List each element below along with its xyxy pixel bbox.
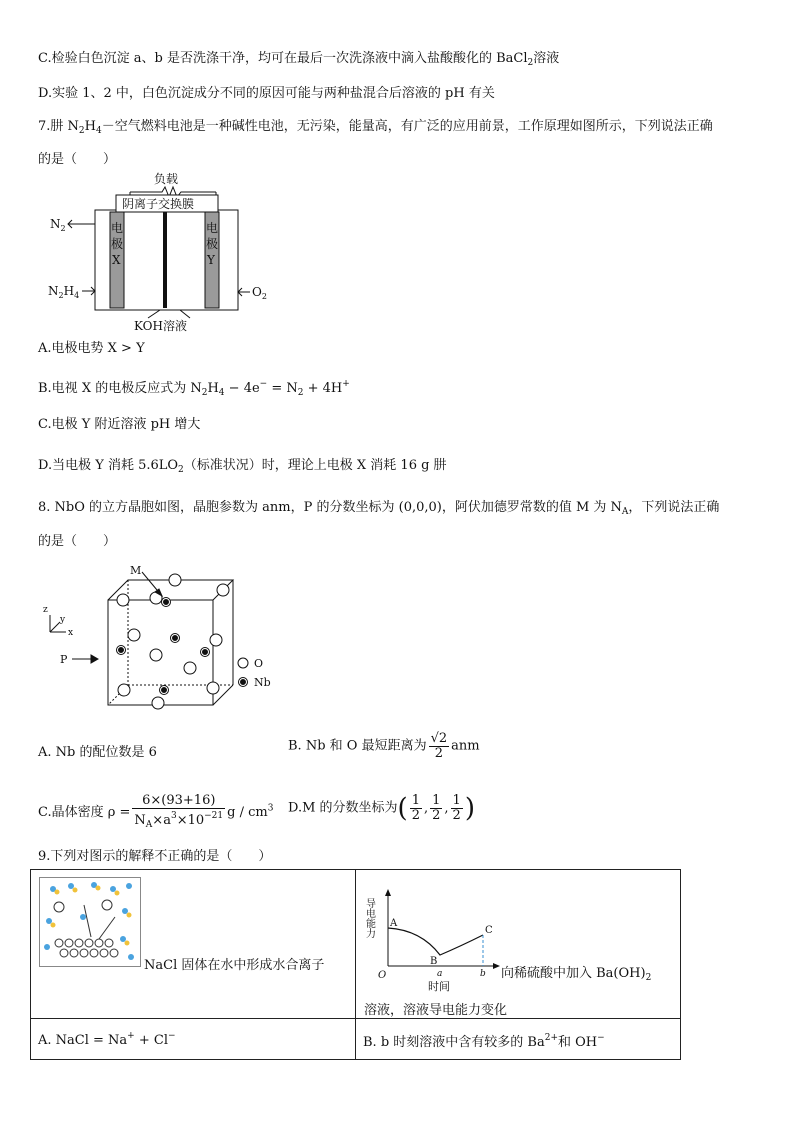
q9-option-b: B. b 时刻溶液中含有较多的 $Ba^{2+}$和 OH− xyxy=(363,1033,605,1050)
point-a-label: A xyxy=(390,918,398,929)
q9-option-a: A. NaCl = Na+ + Cl− xyxy=(38,1031,176,1048)
n2h4-label: $N_2H_4$ xyxy=(48,284,80,300)
q9-cell1-caption: NaCl 固体在水中形成水合离子 xyxy=(144,958,325,973)
o-atom xyxy=(128,629,140,641)
nacl-hydration-image xyxy=(39,877,141,967)
p-label: P xyxy=(60,653,68,666)
q9-cell2-caption-line2: 溶液，溶液导电能力变化 xyxy=(364,1003,508,1018)
q8-option-a: A. Nb 的配位数是 6 xyxy=(38,745,157,760)
q7-stem-line2: 的是（ ） xyxy=(38,152,117,167)
q9-option-a-cell xyxy=(31,1019,356,1060)
tick-b-label: b xyxy=(480,969,486,979)
q7-option-d: D.当电极 Y 消耗 $5.6LO_2$（标准状况）时，理论上电极 X 消耗 16 g 肼 xyxy=(38,458,447,475)
legend-o-label: O xyxy=(254,657,264,670)
q9-table xyxy=(30,869,681,1060)
o-atom xyxy=(217,584,229,596)
legend-nb-label: Nb xyxy=(254,676,271,689)
q7-option-a: A.电极电势 X > Y xyxy=(38,341,145,356)
q8-option-b: B. Nb 和 O 最短距离为 $\frac{√2}{2}$ anm xyxy=(288,731,480,761)
koh-label: KOH溶液 xyxy=(134,319,187,333)
conductivity-graph xyxy=(363,888,506,998)
electrode-x-label-3: X xyxy=(112,253,121,267)
load-label: 负载 xyxy=(154,172,179,186)
electrode-y-label-1: 电 xyxy=(206,221,219,235)
q7-option-c: C.电极 Y 附近溶液 pH 增大 xyxy=(38,417,201,432)
q7-option-b: B.电视 X 的电极反应式为 $N_2H_4 - 4e^- = N_2 + 4H^+$ xyxy=(38,379,350,398)
electrode-y-label-3: Y xyxy=(207,253,215,267)
q9-cell2-caption: 向稀硫酸中加入 $Ba(OH)_2$ xyxy=(501,966,652,983)
q6-option-d: D.实验 1、2 中，白色沉淀成分不同的原因可能与两种盐混合后溶液的 pH 有关 xyxy=(38,86,495,101)
o2-label: $O_2$ xyxy=(252,285,267,301)
o-atom xyxy=(169,574,181,586)
o-atom xyxy=(118,684,130,696)
axis-x-label: x xyxy=(68,628,74,638)
point-c-label: C xyxy=(485,925,493,936)
q8-stem-line2: 的是（ ） xyxy=(38,534,117,549)
anion-exchange-membrane xyxy=(163,212,167,308)
conductivity-curve xyxy=(388,928,483,955)
point-b-label: B xyxy=(430,956,438,967)
membrane-label: 阴离子交换膜 xyxy=(122,197,195,211)
electrode-y-label-2: 极 xyxy=(206,237,219,251)
legend-o-symbol xyxy=(238,658,248,668)
o-atom xyxy=(117,594,129,606)
q8-option-c: C.晶体密度 ρ = $\frac{6\times(93+16)}{N_A\times a^3\times 10^{-21}}$ g / $cm^3$ xyxy=(38,793,274,830)
q9-cell-nacl xyxy=(31,870,356,1019)
o-atom xyxy=(152,697,164,709)
tick-a-label: a xyxy=(437,969,443,979)
electrode-x-label-2: 极 xyxy=(111,237,124,251)
q7-stem: 7.肼 $N_2H_4-$空气燃料电池是一种碱性电池，无污染，能量高，有广泛的应用前景，工作原理如图所示，下列说法正确 xyxy=(38,119,713,136)
q6-option-c: C.检验白色沉淀 a、b 是否洗涤干净，均可在最后一次洗涤液中滴入盐酸酸化的 BaCl$_2$溶液 xyxy=(38,51,560,68)
q9-option-b-cell xyxy=(356,1019,681,1060)
m-label: M xyxy=(130,564,142,577)
y-axis-label: 导电能力 xyxy=(363,898,375,938)
axis-y-label: y xyxy=(60,615,66,625)
axis-z-label: z xyxy=(43,605,48,615)
fuel-cell-diagram xyxy=(40,170,280,335)
o-atom xyxy=(150,649,162,661)
o-atom xyxy=(210,634,222,646)
q9-stem: 9.下列对图示的解释不正确的是（ ） xyxy=(38,849,272,864)
electrode-x-label-1: 电 xyxy=(111,221,124,235)
q9-cell-conductivity xyxy=(356,870,681,1019)
x-axis-label: 时间 xyxy=(428,980,450,993)
o-atom xyxy=(207,682,219,694)
q8-stem: 8. NbO 的立方晶胞如图，晶胞参数为 anm，P 的分数坐标为 (0,0,0)，阿伏加德罗常数的值 M 为 $N_A$，下列说法正确 xyxy=(38,500,720,517)
q8-option-d: D.M 的分数坐标为( $\frac{1}{2}$ , $\frac{1}{2}$ , $\frac{1}{2}$ ) xyxy=(288,793,475,824)
o-atom xyxy=(184,662,196,674)
n2-label: $N_2$ xyxy=(50,217,66,233)
nbo-unit-cell-diagram xyxy=(38,560,288,710)
origin-label: O xyxy=(378,970,387,981)
